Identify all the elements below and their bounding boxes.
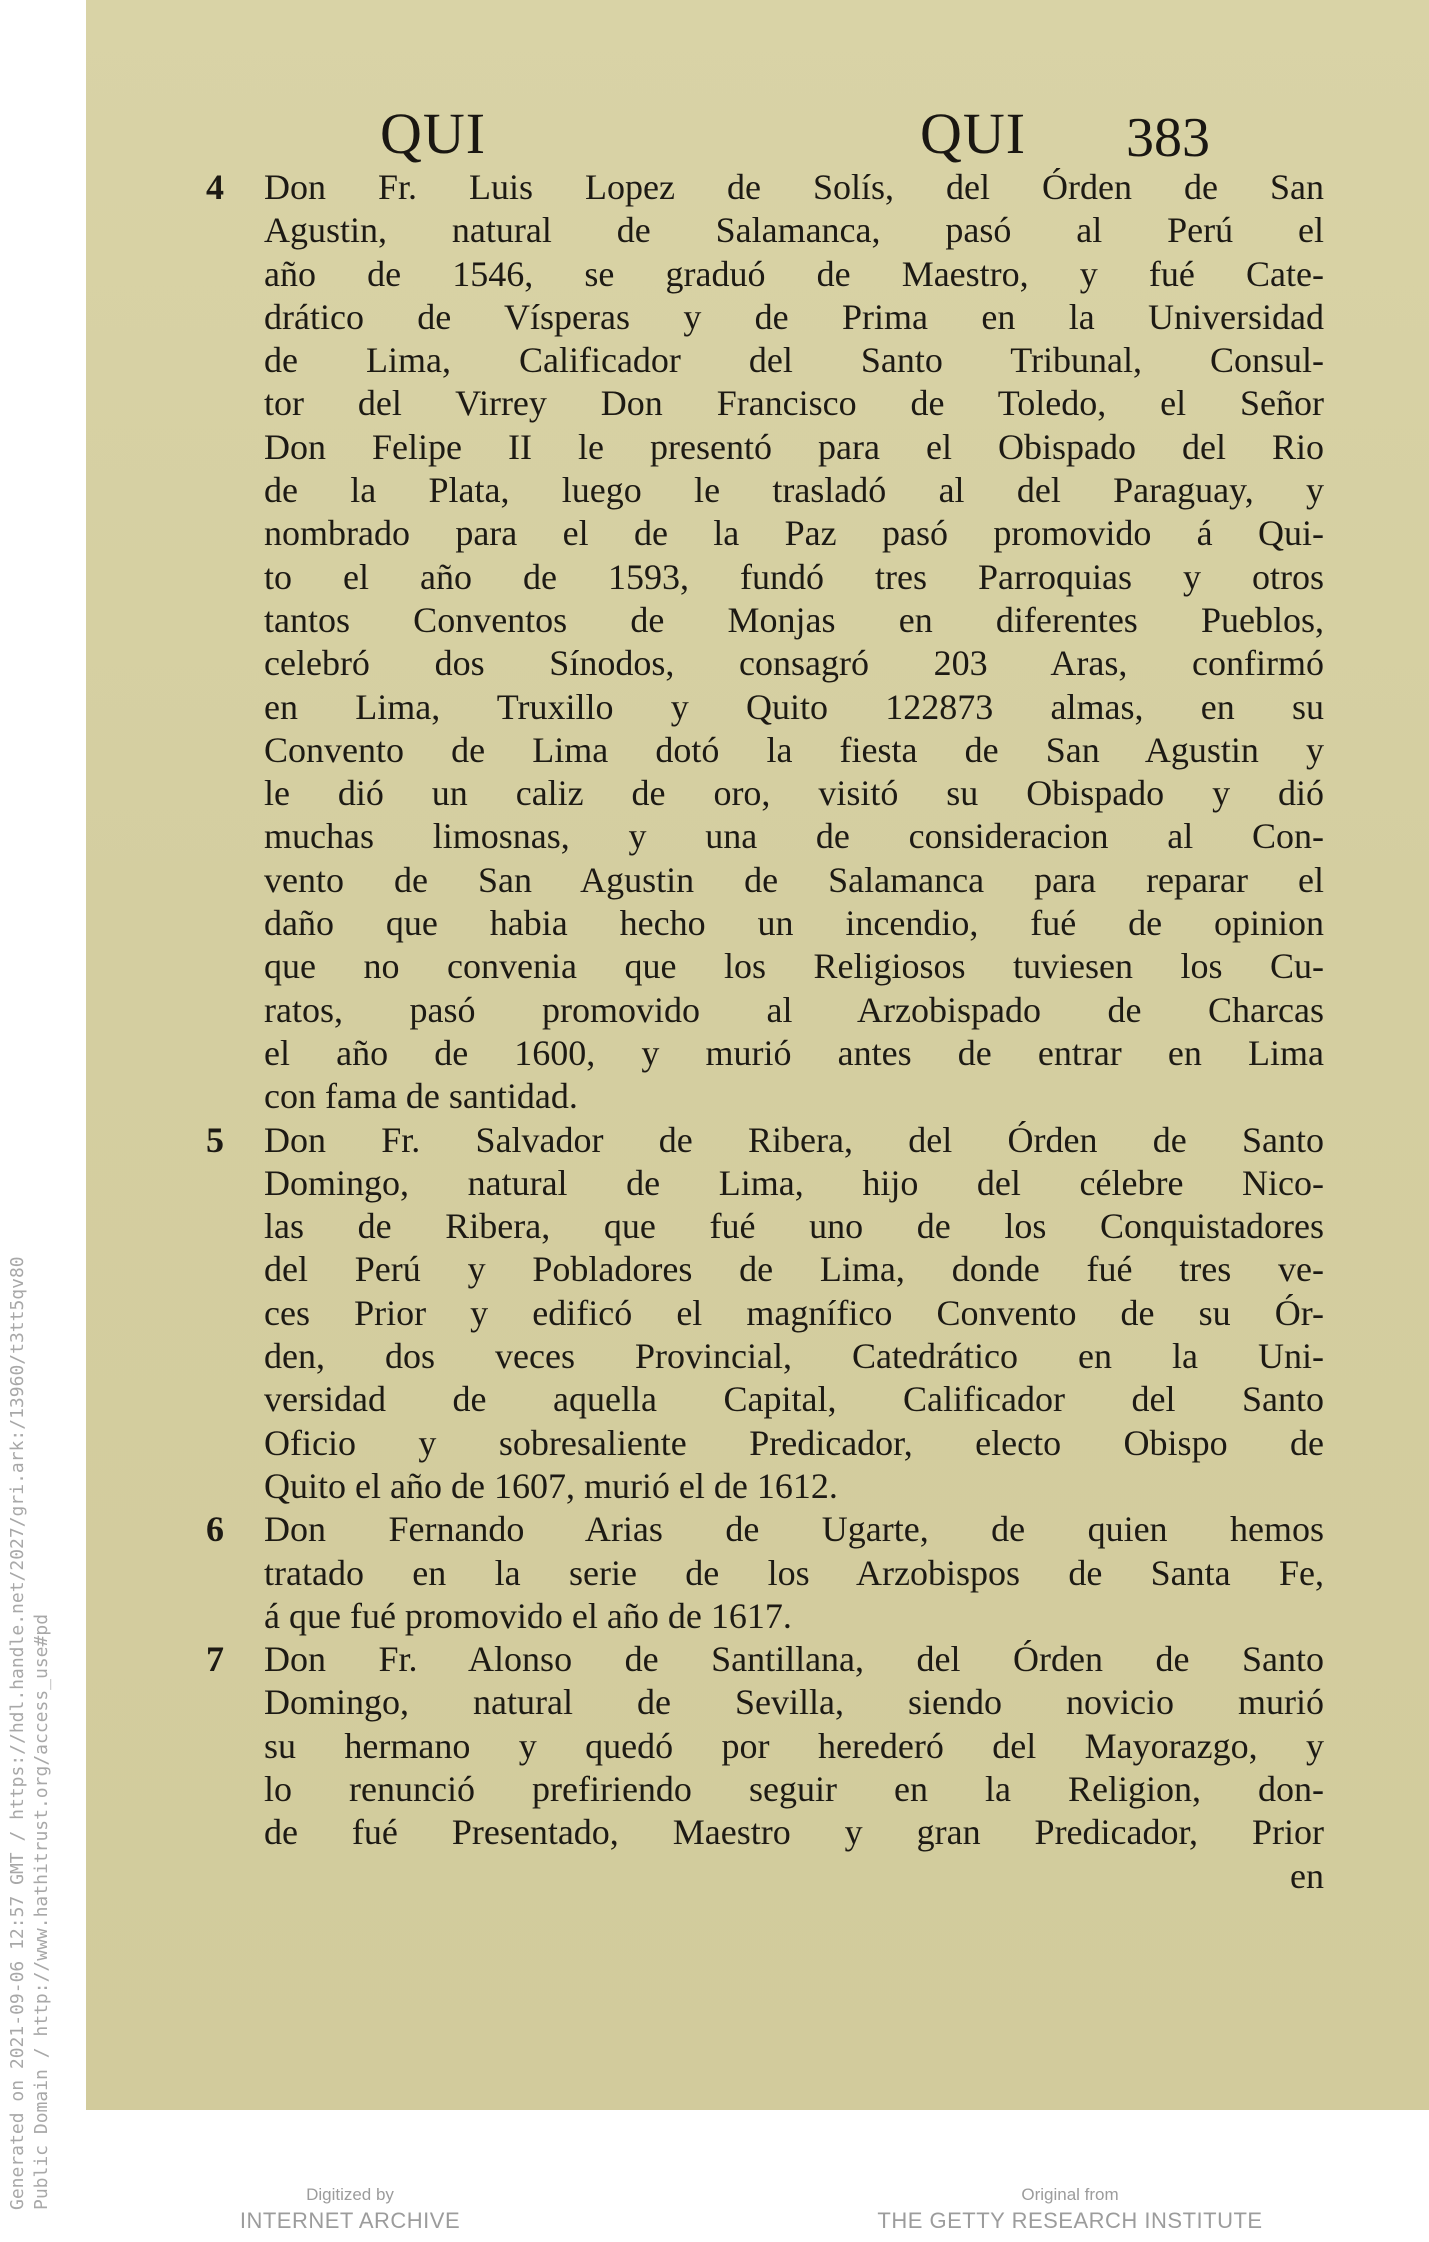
hathitrust-stamp-text (6, 1256, 54, 2210)
entry (206, 1638, 1324, 1854)
text-line: año de 1546, se graduó de Maestro, y fué Cate- (264, 253, 1324, 294)
page-number: 383 (1126, 107, 1210, 169)
text-line: versidad de aquella Capital, Calificador del Santo (264, 1379, 1324, 1420)
hathitrust-stamp (0, 0, 60, 2242)
text-line: celebró dos Sínodos, consagró 203 Aras, confirmó (264, 643, 1324, 684)
text-line: de fué Presentado, Maestro y gran Predicador, Prior (264, 1812, 1324, 1853)
text-line: el año de 1600, y murió antes de entrar en Lima (264, 1032, 1324, 1073)
entry-number: 4 (206, 167, 224, 207)
text-line: tantos Conventos de Monjas en diferentes Pueblos, (264, 599, 1324, 640)
text-line: Convento de Lima dotó la fiesta de San Agustin y (264, 729, 1324, 770)
text-line: lo renunció prefiriendo seguir en la Religion, don- (264, 1768, 1324, 1809)
entry (206, 166, 1324, 1119)
stamp-line-rights: Public Domain / http://www.hathitrust.org/access_use#pd (31, 1613, 52, 2210)
text-line: drático de Vísperas y de Prima en la Universidad (264, 296, 1324, 337)
text-line: tratado en la serie de los Arzobispos de Santa Fe, (264, 1552, 1324, 1593)
text-line: ces Prior y edificó el magnífico Convento de su Ór- (264, 1292, 1324, 1333)
entry (206, 1119, 1324, 1509)
original-from-label: Original from (1021, 2185, 1119, 2204)
text-line: le dió un caliz de oro, visitó su Obispado y dió (264, 773, 1324, 814)
footer-original-from (860, 2184, 1280, 2236)
entry-number: 5 (206, 1119, 224, 1160)
getty-label: THE GETTY RESEARCH INSTITUTE (877, 2208, 1263, 2233)
stamp-line-generated: Generated on 2021-09-06 12:57 GMT / https://hdl.handle.net/2027/gri.ark:/13960/t3tt5qv80 (7, 1256, 28, 2210)
text-line: Domingo, natural de Lima, hijo del célebre Nico- (264, 1162, 1324, 1203)
text-line: en Lima, Truxillo y Quito 122873 almas, en su (264, 686, 1324, 727)
text-line: to el año de 1593, fundó tres Parroquias y otros (264, 556, 1324, 597)
text-line: Domingo, natural de Sevilla, siendo novicio murió (264, 1682, 1324, 1723)
text-line: del Perú y Pobladores de Lima, donde fué tres ve- (264, 1249, 1324, 1290)
text-line: las de Ribera, que fué uno de los Conquistadores (264, 1206, 1324, 1247)
text-line: Don Fernando Arias de Ugarte, de quien hemos (264, 1509, 1324, 1550)
text-line: nombrado para el de la Paz pasó promovido á Qui- (264, 513, 1324, 554)
page-body (206, 166, 1324, 1898)
text-line: Quito el año de 1607, murió el de 1612. (264, 1465, 838, 1506)
text-line: á que fué promovido el año de 1617. (264, 1595, 792, 1636)
text-line: de Lima, Calificador del Santo Tribunal, Consul- (264, 340, 1324, 381)
text-line: Don Felipe II le presentó para el Obispado del Rio (264, 426, 1324, 467)
text-line: muchas limosnas, y una de consideracion al Con- (264, 816, 1324, 857)
running-head-center: QUI (920, 101, 1027, 166)
text-line: Don Fr. Alonso de Santillana, del Órden de Santo (264, 1639, 1324, 1680)
entry (206, 1508, 1324, 1638)
internet-archive-label: INTERNET ARCHIVE (239, 2208, 461, 2233)
text-line: Agustin, natural de Salamanca, pasó al Perú el (264, 210, 1324, 251)
text-line: den, dos veces Provincial, Catedrático en la Uni- (264, 1336, 1324, 1377)
text-line: daño que habia hecho un incendio, fué de opinion (264, 903, 1324, 944)
text-line: con fama de santidad. (264, 1076, 578, 1117)
running-head (86, 100, 1429, 170)
text-line: Don Fr. Luis Lopez de Solís, del Órden de San (264, 167, 1324, 207)
text-line: de la Plata, luego le trasladó al del Paraguay, y (264, 470, 1324, 511)
text-line: tor del Virrey Don Francisco de Toledo, el Señor (264, 383, 1324, 424)
entry-number: 6 (206, 1509, 224, 1550)
footer-digitized-by (200, 2184, 500, 2236)
digitized-by-label: Digitized by (306, 2185, 394, 2204)
text-line: ratos, pasó promovido al Arzobispado de Charcas (264, 989, 1324, 1030)
running-head-left: QUI (380, 101, 487, 166)
text-line: vento de San Agustin de Salamanca para reparar el (264, 859, 1324, 900)
scanned-page (86, 0, 1429, 2110)
text-line: Don Fr. Salvador de Ribera, del Órden de Santo (264, 1119, 1324, 1160)
text-line: Oficio y sobresaliente Predicador, electo Obispo de (264, 1422, 1324, 1463)
catchword: en (1290, 1855, 1324, 1896)
text-line: su hermano y quedó por herederó del Mayorazgo, y (264, 1725, 1324, 1766)
entry-number: 7 (206, 1639, 224, 1680)
text-line: que no convenia que los Religiosos tuviesen los Cu- (264, 946, 1324, 987)
